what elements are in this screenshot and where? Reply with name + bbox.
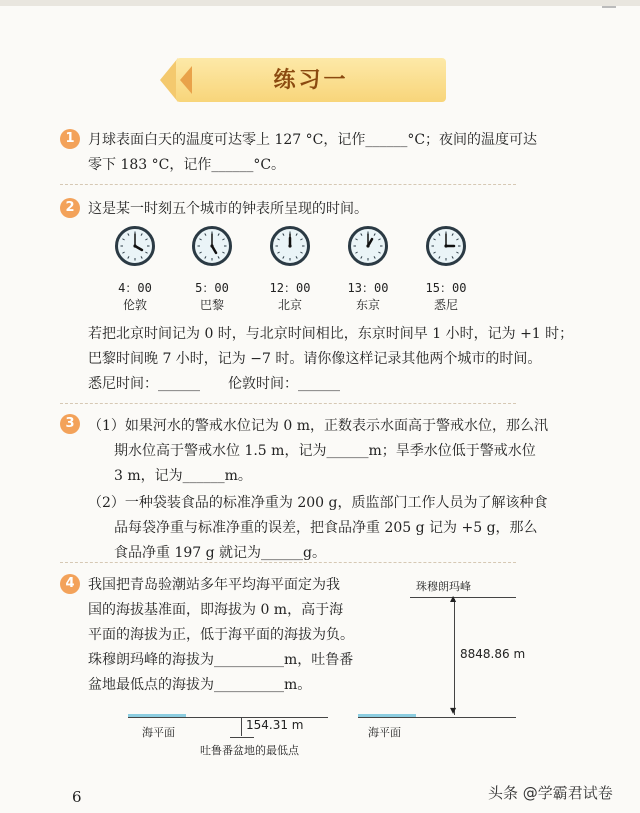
- clock-tick: [277, 239, 279, 240]
- question-3-part-2-line-3: 食品净重 197 g 就记为______g。: [114, 545, 326, 561]
- clock-tick: [300, 252, 302, 253]
- clock-tick: [378, 252, 380, 253]
- clock-face-svg: [118, 229, 152, 263]
- everest-summit-line: [410, 597, 516, 598]
- everest-height: 8848.86 m: [460, 647, 526, 661]
- clock-tick: [218, 233, 219, 235]
- question-3-number: 3: [60, 414, 80, 434]
- clock-tick: [141, 256, 142, 258]
- top-edge-strip: [0, 0, 640, 6]
- question-1-line-1: 月球表面白天的温度可达零上 127 °C，记作______°C；夜间的温度可达: [88, 132, 538, 148]
- divider-2: [60, 403, 516, 404]
- clock-center: [210, 244, 213, 247]
- answer-sydney: 悉尼时间：______: [88, 376, 200, 392]
- clock-beijing: [270, 226, 310, 266]
- clock-city-sydney: 悉尼: [433, 298, 458, 312]
- clock-time-tokyo: 13：00: [347, 281, 389, 295]
- everest-label: 珠穆朗玛峰: [416, 580, 471, 593]
- clock-tick: [283, 256, 284, 258]
- watermark: 头条 @学霸君试卷: [488, 784, 613, 802]
- turpan-depth: 154.31 m: [246, 718, 304, 732]
- clock-time-beijing: 12：00: [269, 281, 311, 295]
- clock-tick: [296, 256, 297, 258]
- clock-tokyo: [348, 226, 388, 266]
- question-4-line-1: 我国把青岛验潮站多年平均海平面定为我: [88, 577, 340, 593]
- turpan-label: 吐鲁番盆地的最低点: [200, 744, 299, 757]
- corner-mark: [602, 6, 616, 8]
- question-4-line-5: 盆地最低点的海拔为__________m。: [88, 677, 312, 693]
- clock-tick: [439, 256, 440, 258]
- question-3-part-2-line-2: 品每袋净重与标准净重的误差，把食品净重 205 g 记为 +5 g，那么: [114, 520, 538, 536]
- clock-tick: [433, 239, 435, 240]
- everest-height-arrow: [454, 599, 455, 715]
- clock-face-svg: [351, 229, 385, 263]
- question-2-text-1: 若把北京时间记为 0 时，与北京时间相比，东京时间早 1 小时，记为 +1 时；: [88, 326, 574, 342]
- clock-tick: [145, 252, 147, 253]
- sea-level-label-left: 海平面: [142, 726, 175, 739]
- clock-tick: [199, 252, 201, 253]
- question-3-part-1-line-2: 期水位高于警戒水位 1.5 m，记为______m；旱季水位低于警戒水位: [114, 443, 536, 459]
- clock-face-svg: [273, 229, 307, 263]
- clock-tick: [277, 252, 279, 253]
- everest-arrow-up: ▲: [450, 594, 457, 603]
- divider-3: [60, 562, 516, 563]
- clock-tick: [122, 252, 124, 253]
- clock-tick: [199, 239, 201, 240]
- clock-tick: [218, 256, 219, 258]
- question-4-line-2: 国的海拔基准面，即海拔为 0 m，高于海: [88, 602, 344, 618]
- clock-center: [366, 244, 369, 247]
- clock-center: [133, 244, 136, 247]
- question-3-part-1-line-1: （1）如果河水的警戒水位记为 0 m，正数表示水面高于警戒水位，那么汛: [88, 418, 548, 434]
- clock-tick: [361, 256, 362, 258]
- clock-city-paris: 巴黎: [199, 298, 224, 312]
- question-3-part-2-line-1: （2）一种袋装食品的标准净重为 200 g，质监部门工作人员为了解该种食: [88, 495, 548, 511]
- clock-tick: [128, 233, 129, 235]
- clock-tick: [374, 256, 375, 258]
- clock-tick: [205, 233, 206, 235]
- divider-1: [60, 184, 516, 185]
- question-2-number: 2: [60, 198, 80, 218]
- clock-tick: [128, 256, 129, 258]
- question-1-number: 1: [60, 129, 80, 149]
- sea-level-label-right: 海平面: [368, 726, 401, 739]
- clock-tick: [456, 239, 458, 240]
- clock-tick: [433, 252, 435, 253]
- clock-tick: [222, 252, 224, 253]
- clock-time-london: 4：00: [118, 281, 152, 295]
- question-4-number: 4: [60, 574, 80, 594]
- turpan-depth-arrow: [241, 718, 242, 736]
- clock-center: [444, 244, 447, 247]
- clock-tick: [452, 233, 453, 235]
- clock-tick: [378, 239, 380, 240]
- clock-face-svg: [429, 229, 463, 263]
- question-2-intro: 这是某一时刻五个城市的钟表所呈现的时间。: [88, 201, 368, 217]
- clock-tick: [283, 233, 284, 235]
- clock-tick: [141, 233, 142, 235]
- page-number: 6: [72, 788, 82, 806]
- page-title: 练习一: [273, 67, 349, 93]
- clock-tick: [222, 239, 224, 240]
- clock-tick: [355, 252, 357, 253]
- clock-time-sydney: 15：00: [425, 281, 467, 295]
- clock-city-tokyo: 东京: [355, 298, 380, 312]
- clock-paris: [192, 226, 232, 266]
- question-3-part-1-line-3: 3 m，记为______m。: [114, 468, 252, 484]
- clock-tick: [296, 233, 297, 235]
- clock-tick: [456, 252, 458, 253]
- everest-arrow-down: ▼: [450, 706, 457, 715]
- question-1-line-2: 零下 183 °C，记作______°C。: [88, 157, 286, 173]
- clock-tick: [300, 239, 302, 240]
- clock-tick: [439, 233, 440, 235]
- clock-center: [288, 244, 291, 247]
- clock-city-beijing: 北京: [277, 298, 302, 312]
- clock-time-paris: 5：00: [195, 281, 229, 295]
- turpan-bottom-line: [230, 737, 254, 738]
- clock-tick: [145, 239, 147, 240]
- sea-level-line-right: [358, 717, 516, 718]
- question-2-text-2: 巴黎时间晚 7 小时，记为 −7 时。请你像这样记录其他两个城市的时间。: [88, 351, 542, 367]
- answer-london: 伦敦时间：______: [228, 376, 340, 392]
- clock-tick: [452, 256, 453, 258]
- question-4-line-4: 珠穆朗玛峰的海拔为__________m，吐鲁番: [88, 652, 354, 668]
- clock-city-london: 伦敦: [122, 298, 147, 312]
- clock-tick: [205, 256, 206, 258]
- question-4-line-3: 平面的海拔为正，低于海平面的海拔为负。: [88, 627, 354, 643]
- clock-face-svg: [195, 229, 229, 263]
- clock-sydney: [426, 226, 466, 266]
- clock-london: [115, 226, 155, 266]
- clock-tick: [122, 239, 124, 240]
- clock-tick: [361, 233, 362, 235]
- clock-tick: [374, 233, 375, 235]
- clock-tick: [355, 239, 357, 240]
